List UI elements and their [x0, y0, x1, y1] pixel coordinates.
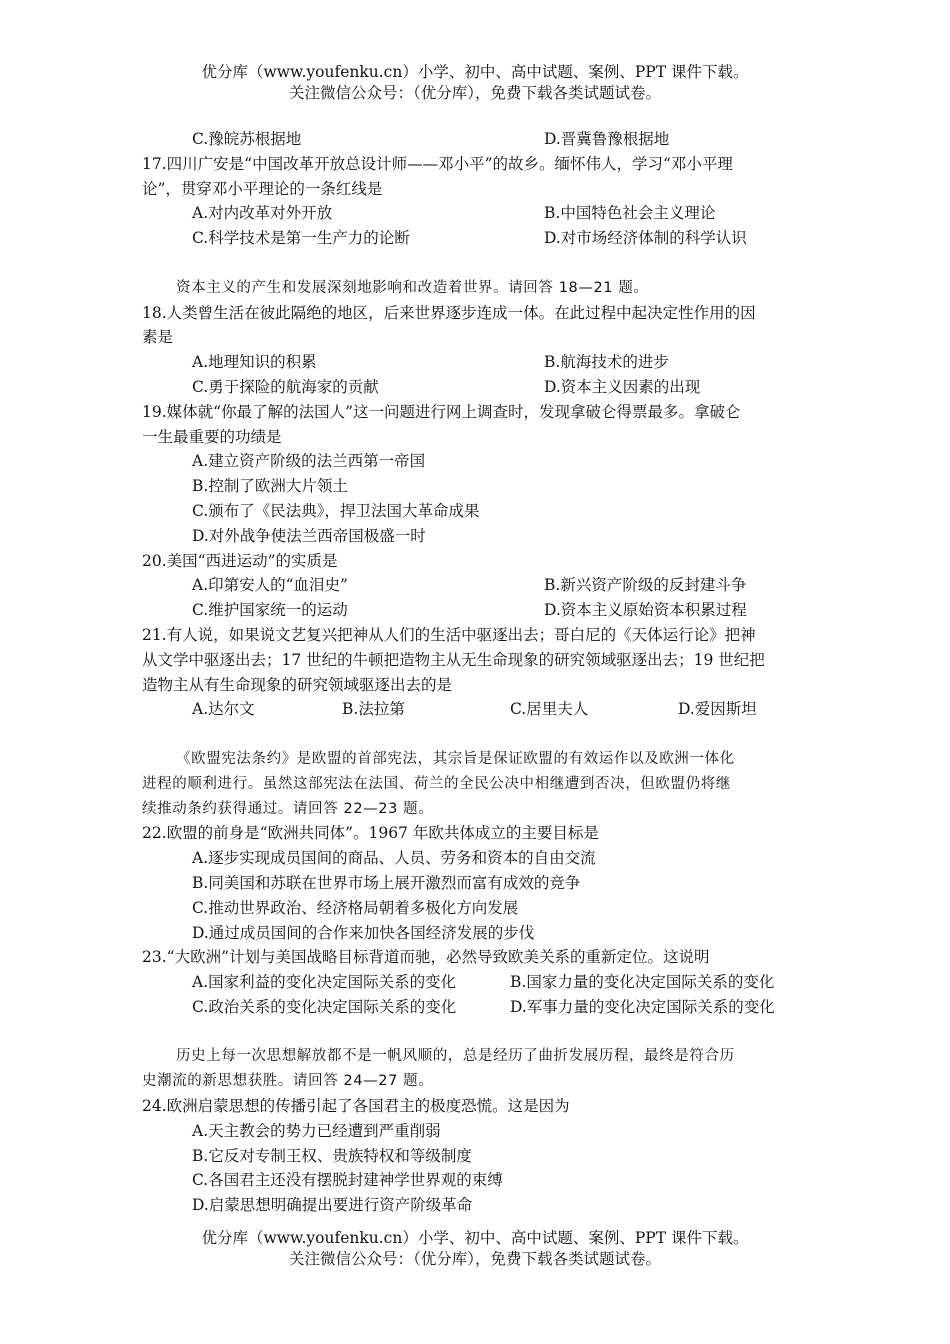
section-intro-24-27-line-1: 历史上每一次思想解放都不是一帆风顺的，总是经历了曲折发展历程，最终是符合历: [176, 1048, 735, 1065]
q17-option-a: A.对内改革对外开放: [192, 204, 333, 223]
q24-option-c: C.各国君主还没有摆脱封建神学世界观的束缚: [192, 1171, 503, 1190]
q23-option-b: B.国家力量的变化决定国际关系的变化: [510, 973, 775, 992]
q21-stem-line-3: 造物主从有生命现象的研究领域驱逐出去的是: [142, 675, 453, 694]
q19-option-b: B.控制了欧洲大片领土: [192, 477, 348, 496]
q18-option-c: C.勇于探险的航海家的贡献: [192, 377, 379, 396]
q23-stem: 23.“大欧洲”计划与美国战略目标背道而驰，必然导致欧美关系的重新定位。这说明: [142, 948, 710, 967]
q17-stem-line-1: 17.四川广安是“中国改革开放总设计师——邓小平”的故乡。缅怀伟人，学习“邓小平理: [142, 154, 733, 173]
q22-option-b: B.同美国和苏联在世界市场上展开激烈而富有成效的竞争: [192, 873, 581, 892]
q18-option-d: D.资本主义因素的出现: [544, 377, 701, 396]
q19-option-a: A.建立资产阶级的法兰西第一帝国: [192, 452, 426, 471]
section-intro-22-23-line-3: 续推动条约获得通过。请回答 22—23 题。: [142, 800, 434, 817]
q23-option-c: C.政治关系的变化决定国际关系的变化: [192, 997, 457, 1016]
q21-option-b: B.法拉第: [342, 700, 405, 719]
header-line-2: 关注微信公众号：（优分库），免费下载各类试题试卷。: [288, 84, 661, 102]
q22-option-d: D.通过成员国间的合作来加快各国经济发展的步伐: [192, 923, 535, 942]
q24-option-b: B.它反对专制王权、贵族特权和等级制度: [192, 1146, 472, 1165]
q23-options-cd: [142, 995, 810, 1020]
q21-option-d: D.爱因斯坦: [678, 700, 757, 719]
q23-option-d: D.军事力量的变化决定国际关系的变化: [510, 997, 775, 1016]
q17-option-b: B.中国特色社会主义理论: [544, 204, 716, 223]
q21-stem-line-1: 21.有人说，如果说文艺复兴把神从人们的生活中驱逐出去；哥白尼的《天体运行论》把神: [142, 625, 756, 644]
q17-option-d: D.对市场经济体制的科学认识: [544, 229, 747, 248]
q20-options-ab: [142, 573, 810, 598]
q18-stem-line-1: 18.人类曾生活在彼此隔绝的地区，后来世界逐步连成一体。在此过程中起决定性作用的因: [142, 303, 756, 322]
q17-options-cd: [142, 226, 810, 251]
q20-options-cd: [142, 598, 810, 623]
q22-stem: 22.欧盟的前身是“欧洲共同体”。1967 年欧共体成立的主要目标是: [142, 824, 599, 843]
q21-option-c: C.居里夫人: [510, 700, 589, 719]
q20-option-a: A.印第安人的“血泪史”: [192, 576, 348, 595]
q21-stem-line-2: 从文学中驱逐出去；17 世纪的牛顿把造物主从无生命现象的研究领域驱逐出去；19 世纪把: [142, 650, 765, 669]
q22-option-c: C.推动世界政治、经济格局朝着多极化方向发展: [192, 898, 519, 917]
q20-option-c: C.维护国家统一的运动: [192, 601, 348, 620]
q20-stem: 20.美国“西进运动”的实质是: [142, 551, 338, 570]
q21-options: [142, 697, 810, 722]
footer-line-1: 优分库（www.youfenku.cn）小学、初中、高中试题、案例、PPT 课件下载。: [201, 1229, 749, 1247]
footer-line-2: 关注微信公众号：（优分库），免费下载各类试题试卷。: [288, 1250, 661, 1268]
q17-stem-line-2: 论”，贯穿邓小平理论的一条红线是: [142, 179, 383, 198]
page-header: [0, 62, 950, 104]
section-intro-22-23-line-1: 《欧盟宪法条约》是欧盟的首部宪法，其宗旨是保证欧盟的有效运作以及欧洲一体化: [176, 750, 735, 767]
q17-option-c: C.科学技术是第一生产力的论断: [192, 229, 410, 248]
header-line-1: 优分库（www.youfenku.cn）小学、初中、高中试题、案例、PPT 课件下载。: [201, 63, 749, 81]
q18-options-ab: [142, 350, 810, 375]
q17-options-ab: [142, 201, 810, 226]
q24-stem: 24.欧洲启蒙思想的传播引起了各国君主的极度恐慌。这是因为: [142, 1097, 570, 1116]
q18-option-b: B.航海技术的进步: [544, 353, 669, 372]
section-intro-22-23-line-2: 进程的顺利进行。虽然这部宪法在法国、荷兰的全民公决中相继遭到否决，但欧盟仍将继: [142, 775, 731, 792]
q18-option-a: A.地理知识的积累: [192, 353, 317, 372]
q24-option-a: A.天主教会的势力已经遭到严重削弱: [192, 1121, 441, 1140]
q20-option-d: D.资本主义原始资本积累过程: [544, 601, 747, 620]
q24-option-d: D.启蒙思想明确提出要进行资产阶级革命: [192, 1196, 473, 1215]
q18-stem-line-2: 素是: [142, 328, 174, 347]
q18-options-cd: [142, 375, 810, 400]
q22-option-a: A.逐步实现成员国间的商品、人员、劳务和资本的自由交流: [192, 849, 596, 868]
q19-option-d: D.对外战争使法兰西帝国极盛一时: [192, 526, 426, 545]
q16-option-d: D.晋冀鲁豫根据地: [544, 130, 670, 148]
q20-option-b: B.新兴资产阶级的反封建斗争: [544, 576, 747, 595]
q23-options-ab: [142, 970, 810, 995]
q19-option-c: C.颁布了《民法典》，捍卫法国大革命成果: [192, 501, 480, 520]
q16-options-cd: [142, 127, 810, 152]
q21-option-a: A.达尔文: [192, 700, 255, 719]
q23-option-a: A.国家利益的变化决定国际关系的变化: [192, 973, 457, 992]
section-intro-18-21: 资本主义的产生和发展深刻地影响和改造着世界。请回答 18—21 题。: [176, 279, 649, 296]
exam-content: [142, 127, 810, 1218]
page-footer: [0, 1228, 950, 1270]
q19-stem-line-1: 19.媒体就“你最了解的法国人”这一问题进行网上调查时，发现拿破仑得票最多。拿破仑: [142, 402, 741, 421]
q16-option-c: C.豫皖苏根据地: [192, 130, 302, 148]
section-intro-24-27-line-2: 史潮流的新思想获胜。请回答 24—27 题。: [142, 1073, 434, 1090]
q19-stem-line-2: 一生最重要的功绩是: [142, 427, 282, 446]
